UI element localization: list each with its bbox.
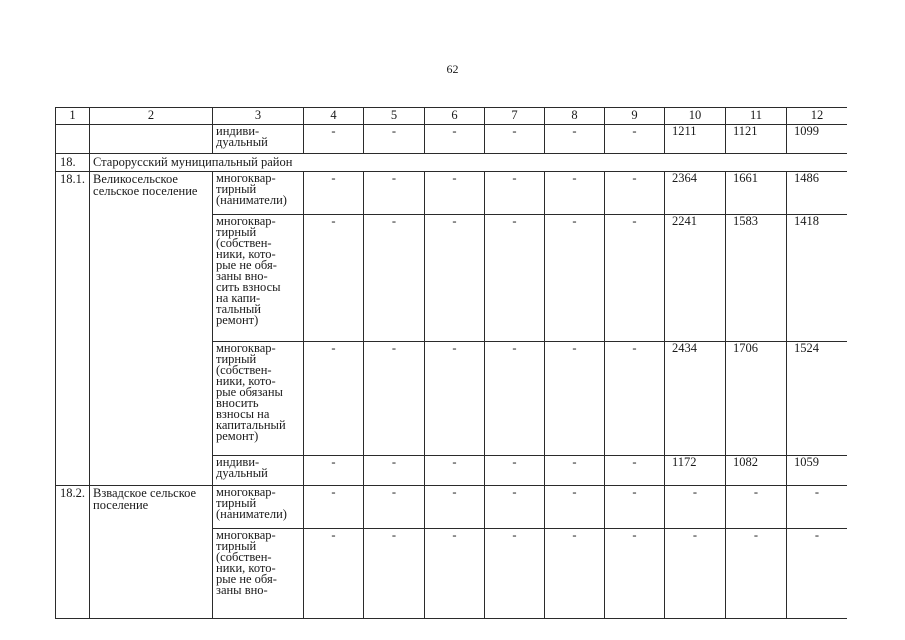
column-header: 5	[364, 108, 425, 125]
housing-type-cell: индиви- дуальный	[213, 125, 304, 154]
housing-type-cell: многоквар- тирный (собствен- ники, кото- рые не обя- заны вно-	[213, 529, 304, 619]
section-number: 18.	[56, 154, 90, 172]
value-cell: -	[605, 456, 665, 486]
value-cell: -	[364, 486, 425, 529]
value-cell: -	[304, 342, 364, 456]
value-cell: -	[545, 125, 605, 154]
value-cell: -	[485, 456, 545, 486]
value-cell: -	[304, 529, 364, 619]
value-cell: -	[364, 172, 425, 215]
row-number-cell	[56, 125, 90, 154]
column-header: 1	[56, 108, 90, 125]
value-cell: 1099	[787, 125, 848, 154]
value-cell: 1486	[787, 172, 848, 215]
column-header: 9	[605, 108, 665, 125]
column-header: 3	[213, 108, 304, 125]
value-cell: -	[364, 125, 425, 154]
value-cell: -	[304, 456, 364, 486]
value-cell: -	[545, 486, 605, 529]
value-cell: -	[665, 486, 726, 529]
value-cell: -	[364, 342, 425, 456]
value-cell: -	[605, 125, 665, 154]
value-cell: 1661	[726, 172, 787, 215]
housing-type-cell: многоквар- тирный (собствен- ники, кото- рые обязаны вносить взносы на капитальный ремонт)	[213, 342, 304, 456]
settlement-cell: Взвадское сельское поселение	[90, 486, 213, 619]
column-header: 11	[726, 108, 787, 125]
value-cell: 1583	[726, 215, 787, 342]
row-number-cell: 18.2.	[56, 486, 90, 619]
value-cell: -	[425, 456, 485, 486]
value-cell: -	[726, 486, 787, 529]
value-cell: 2364	[665, 172, 726, 215]
value-cell: -	[545, 215, 605, 342]
value-cell: -	[485, 486, 545, 529]
value-cell: -	[605, 486, 665, 529]
table-row	[56, 125, 848, 154]
value-cell: -	[485, 215, 545, 342]
column-header: 10	[665, 108, 726, 125]
value-cell: -	[425, 125, 485, 154]
value-cell: -	[304, 172, 364, 215]
value-cell: -	[545, 529, 605, 619]
value-cell: -	[787, 486, 848, 529]
value-cell: -	[545, 342, 605, 456]
settlement-cell	[90, 125, 213, 154]
settlement-cell: Великосельское сельское поселение	[90, 172, 213, 486]
value-cell: -	[304, 486, 364, 529]
tariff-table-container	[55, 107, 847, 640]
value-cell: -	[364, 456, 425, 486]
value-cell: -	[485, 172, 545, 215]
value-cell: -	[364, 529, 425, 619]
housing-type-cell: многоквар- тирный (наниматели)	[213, 486, 304, 529]
value-cell: 1082	[726, 456, 787, 486]
column-header: 8	[545, 108, 605, 125]
tariff-table	[55, 107, 847, 619]
value-cell: -	[665, 529, 726, 619]
value-cell: -	[726, 529, 787, 619]
value-cell: -	[545, 172, 605, 215]
value-cell: -	[485, 125, 545, 154]
value-cell: 1418	[787, 215, 848, 342]
value-cell: -	[425, 486, 485, 529]
value-cell: -	[425, 215, 485, 342]
value-cell: -	[425, 529, 485, 619]
district-title: Старорусский муниципальный район	[90, 154, 848, 172]
table-row	[56, 486, 848, 529]
value-cell: -	[787, 529, 848, 619]
column-number-row	[56, 108, 848, 125]
value-cell: -	[304, 215, 364, 342]
housing-type-cell: многоквар- тирный (наниматели)	[213, 172, 304, 215]
column-header: 7	[485, 108, 545, 125]
value-cell: -	[605, 342, 665, 456]
housing-type-cell: многоквар- тирный (собствен- ники, кото- рые не обя- заны вно- сить взносы на капи- тальный ремонт)	[213, 215, 304, 342]
page-number: 62	[446, 62, 459, 76]
value-cell: 1059	[787, 456, 848, 486]
table-row	[56, 172, 848, 215]
value-cell: 1706	[726, 342, 787, 456]
column-header: 12	[787, 108, 848, 125]
row-number-cell: 18.1.	[56, 172, 90, 486]
column-header: 6	[425, 108, 485, 125]
value-cell: -	[425, 172, 485, 215]
value-cell: 1121	[726, 125, 787, 154]
value-cell: -	[304, 125, 364, 154]
value-cell: -	[364, 215, 425, 342]
value-cell: -	[485, 529, 545, 619]
district-section-row	[56, 154, 848, 172]
value-cell: 2434	[665, 342, 726, 456]
value-cell: 2241	[665, 215, 726, 342]
column-header: 2	[90, 108, 213, 125]
value-cell: -	[605, 172, 665, 215]
column-header: 4	[304, 108, 364, 125]
value-cell: 1524	[787, 342, 848, 456]
value-cell: -	[545, 456, 605, 486]
value-cell: -	[425, 342, 485, 456]
value-cell: 1172	[665, 456, 726, 486]
housing-type-cell: индиви- дуальный	[213, 456, 304, 486]
value-cell: -	[605, 529, 665, 619]
value-cell: -	[605, 215, 665, 342]
value-cell: -	[485, 342, 545, 456]
value-cell: 1211	[665, 125, 726, 154]
